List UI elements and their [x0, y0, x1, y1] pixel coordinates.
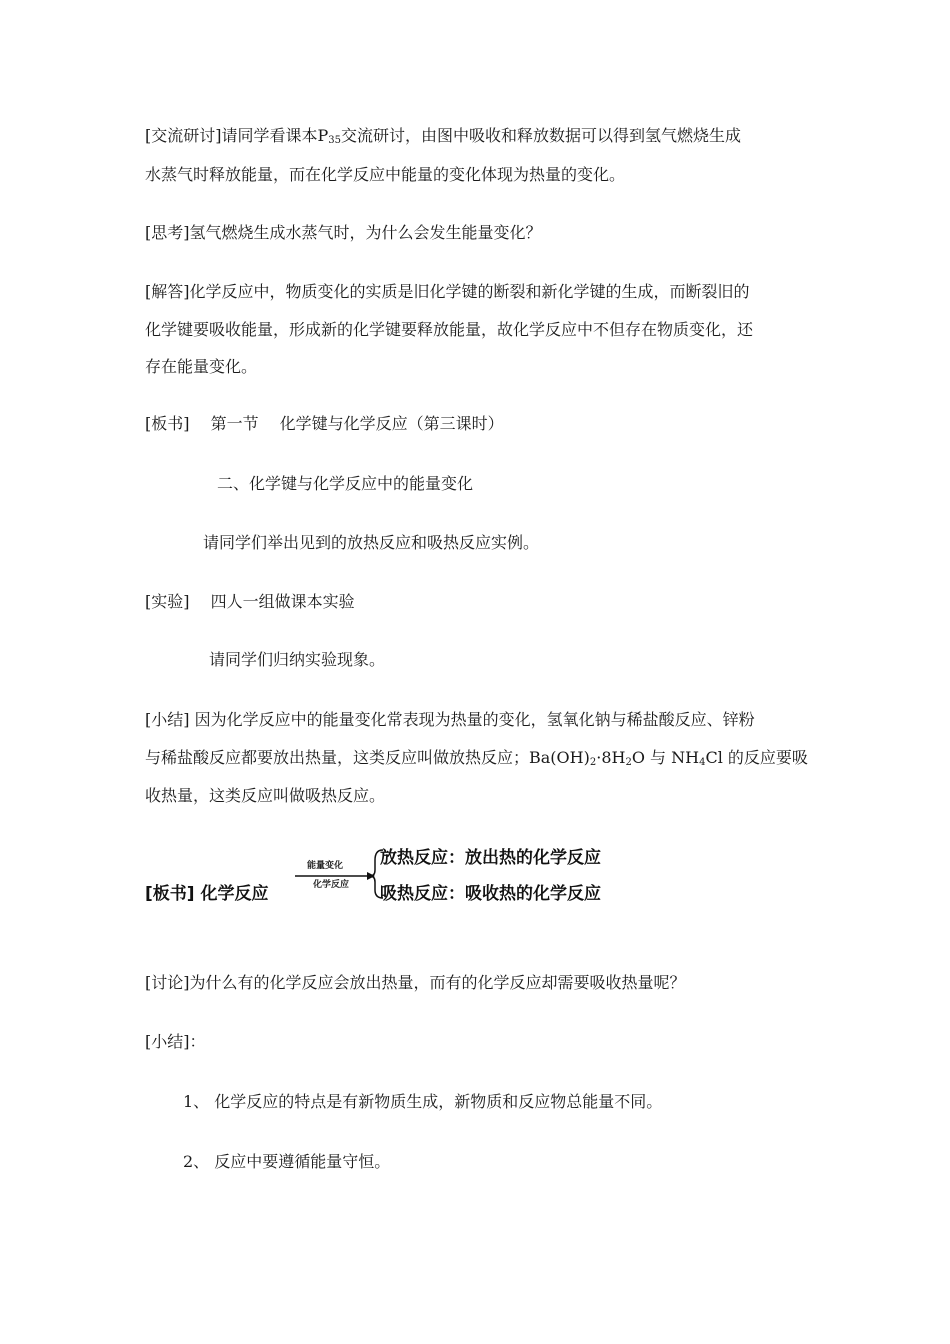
board-subheading: 二、化学键与化学反应中的能量变化 [217, 474, 474, 493]
exchange-discussion-line-2: 水蒸气时释放能量，而在化学反应中能量的变化体现为热量的变化。 [145, 165, 626, 184]
arrow-label-bottom: 化学反应 [313, 880, 350, 890]
answer-line-1: [解答]化学反应中，物质变化的实质是旧化学键的断裂和新化学键的生成，而断裂旧的 [145, 282, 750, 301]
summary-point-2: 2、 反应中要遵循能量守恒。 [183, 1152, 391, 1171]
diagram-left-label: [板书] 化学反应 [145, 884, 269, 904]
summary-line-2: 与稀盐酸反应都要放出热量，这类反应叫做放热反应；$Ba(OH)_2\cdot 8H_2O$ 与 $NH_4Cl$ 的反应要吸 [145, 748, 808, 768]
summary-line-3: 收热量，这类反应叫做吸热反应。 [145, 786, 386, 805]
summary-heading: [小结]： [145, 1032, 206, 1051]
discussion-question: [讨论]为什么有的化学反应会放出热量，而有的化学反应却需要吸收热量呢？ [145, 973, 686, 992]
answer-line-3: 存在能量变化。 [145, 357, 258, 376]
answer-line-2: 化学键要吸收能量，形成新的化学键要释放能量，故化学反应中不但存在物质变化，还 [145, 320, 754, 339]
reaction-classification-diagram [145, 836, 645, 916]
exchange-discussion-line-1: [交流研讨]请同学看课本$P_{35}$交流研讨，由图中吸收和释放数据可以得到氢气燃烧生成 [145, 126, 742, 146]
examples-prompt: 请同学们举出见到的放热反应和吸热反应实例。 [203, 533, 540, 552]
branch-exothermic: 放热反应：放出热的化学反应 [380, 848, 601, 868]
think-question: [思考]氢气燃烧生成水蒸气时，为什么会发生能量变化？ [145, 223, 542, 242]
arrow-label-top: 能量变化 [307, 861, 344, 871]
summarize-prompt: 请同学们归纳实验现象。 [209, 650, 386, 669]
board-section-title: [板书] 第一节 化学键与化学反应（第三课时） [145, 414, 504, 433]
summary-line-1: [小结] 因为化学反应中的能量变化常表现为热量的变化，氢氧化钠与稀盐酸反应、锌粉 [145, 710, 755, 729]
summary-point-1: 1、 化学反应的特点是有新物质生成，新物质和反应物总能量不同。 [183, 1092, 663, 1111]
experiment-line: [实验] 四人一组做课本实验 [145, 592, 355, 611]
branch-endothermic: 吸热反应：吸收热的化学反应 [380, 884, 601, 904]
